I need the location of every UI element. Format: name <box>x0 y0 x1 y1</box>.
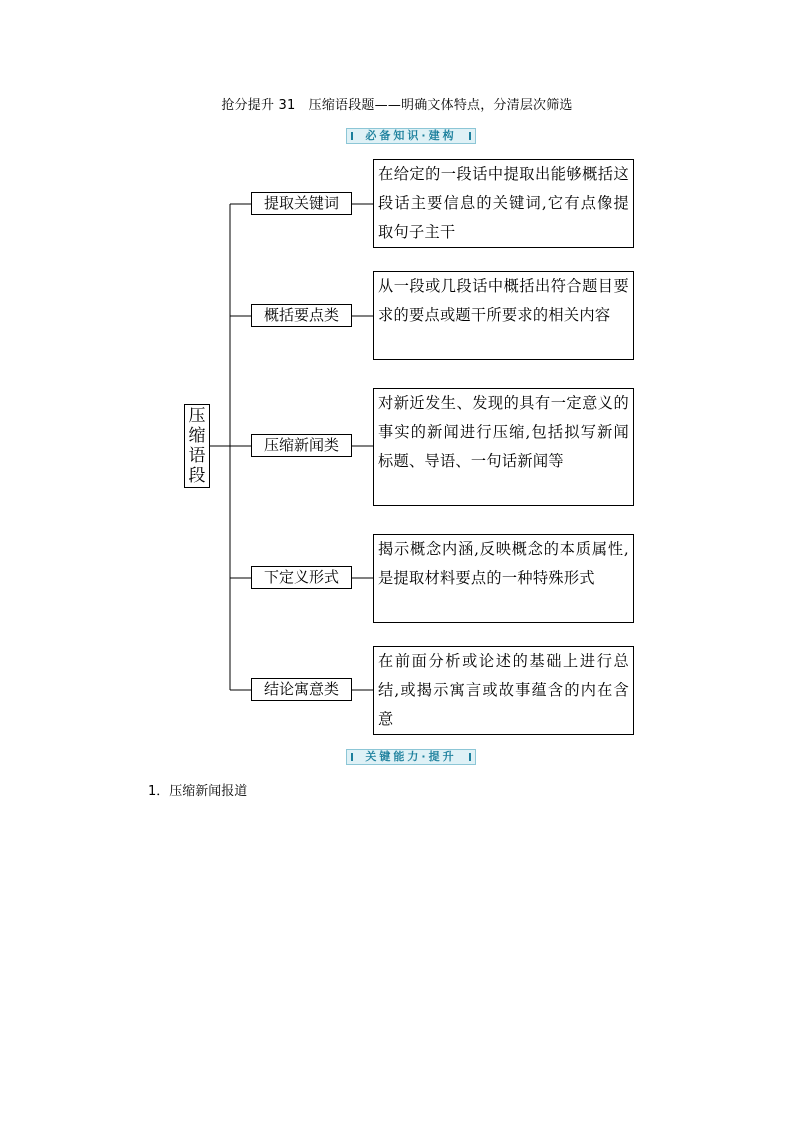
root-char: 段 <box>188 466 206 486</box>
branch-label-conclusion: 结论寓意类 <box>251 678 352 701</box>
branch-desc-definition: 揭示概念内涵,反映概念的本质属性,是提取材料要点的一种特殊形式 <box>373 534 634 623</box>
branch-label-keywords: 提取关键词 <box>251 192 352 215</box>
branch-label-news: 压缩新闻类 <box>251 434 352 457</box>
section-heading: 1．压缩新闻报道 <box>148 784 248 799</box>
section-banner-knowledge: 必备知识·建构 <box>346 128 476 144</box>
branch-desc-conclusion: 在前面分析或论述的基础上进行总结,或揭示寓言或故事蕴含的内在含意 <box>373 646 634 735</box>
branch-desc-news: 对新近发生、发现的具有一定意义的事实的新闻进行压缩,包括拟写新闻标题、导语、一句话新闻等 <box>373 388 634 506</box>
root-char: 语 <box>188 446 206 466</box>
branch-desc-keywords: 在给定的一段话中提取出能够概括这段话主要信息的关键词,它有点像提取句子主干 <box>373 159 634 248</box>
branch-desc-summary: 从一段或几段话中概括出符合题目要求的要点或题干所要求的相关内容 <box>373 271 634 360</box>
root-char: 压 <box>188 406 206 426</box>
branch-label-summary: 概括要点类 <box>251 304 352 327</box>
root-char: 缩 <box>188 426 206 446</box>
page-title: 抢分提升 31 压缩语段题——明确文体特点，分清层次筛选 <box>221 98 573 113</box>
section-banner-ability: 关键能力·提升 <box>346 749 476 765</box>
mindmap-root <box>184 404 210 488</box>
branch-label-definition: 下定义形式 <box>251 566 352 589</box>
